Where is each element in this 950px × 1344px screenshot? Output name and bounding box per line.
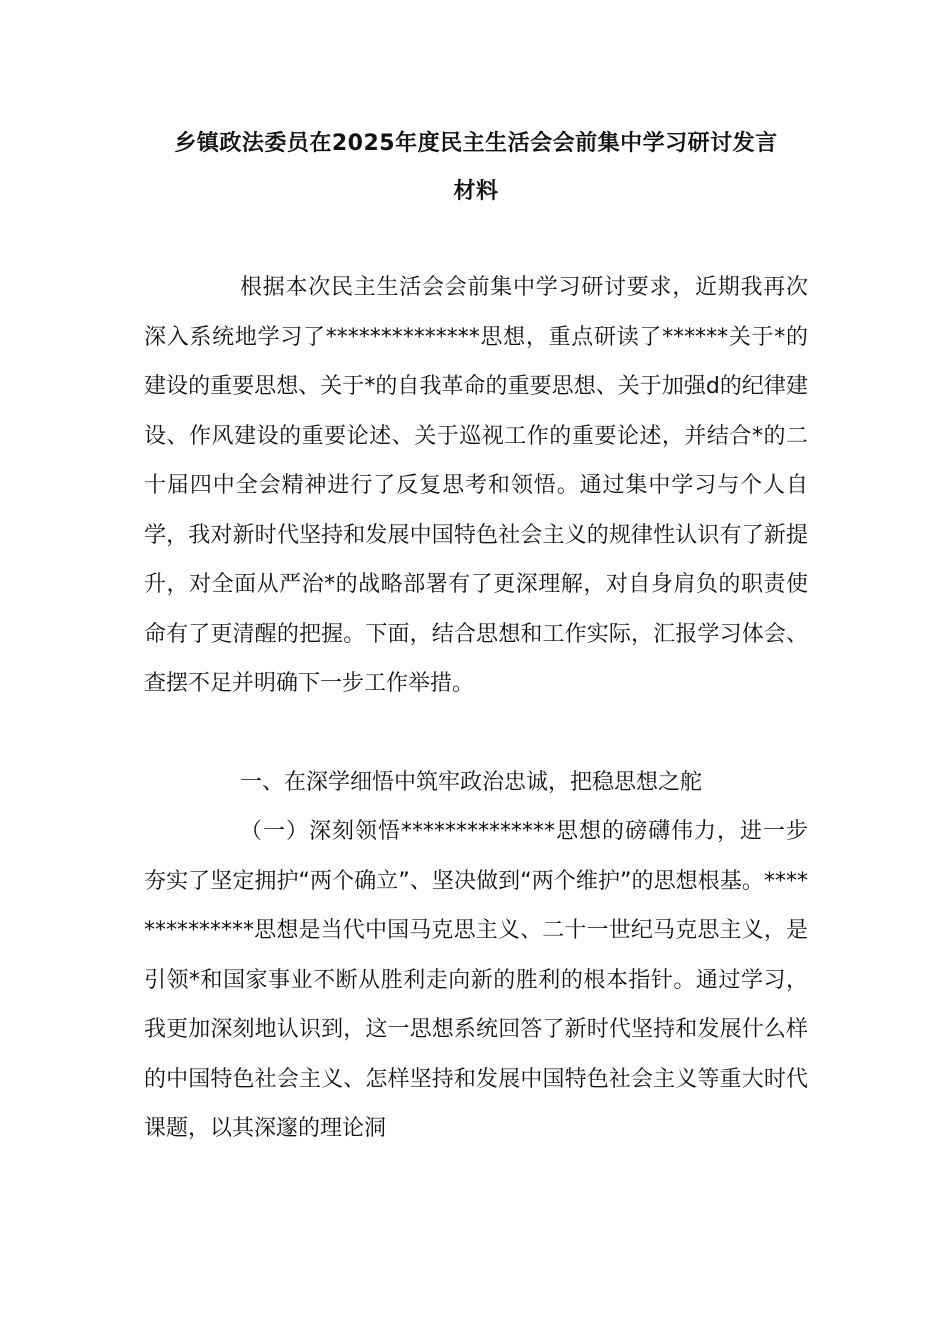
document-page [144,120,808,1154]
document-title [144,120,808,216]
document-title-line-2: 材料 [453,179,499,204]
section-1-subsection-1: （一）深刻领悟**************思想的磅礴伟力，进一步夯实了坚定拥护“两个确立”、坚决做到“两个维护”的思想根基。**************思想是当代中国马克思主义、二十一世纪马克思主义，是引领*和国家事业不断从胜利走向新的胜利的根本指针。通过学习，我更加深刻地认识到，这一思想系统回答了新时代坚持和发展什么样的中国特色社会主义、怎样坚持和发展中国特色社会主义等重大时代课题，以其深邃的理论洞 [144,819,808,1141]
section-heading-1: 一、在深学细悟中筑牢政治忠诚，把稳思想之舵 [240,769,703,795]
document-title-line-1: 乡镇政法委员在2025年度民主生活会会前集中学习研讨发言 [174,131,778,156]
intro-paragraph: 根据本次民主生活会会前集中学习研讨要求，近期我再次深入系统地学习了**************思想，重点研读了******关于*的建设的重要思想、关于*的自我革命的重要思想、关于加强d的纪律建设、作风建设的重要论述、关于巡视工作的重要论述，并结合*的二十届四中全会精神进行了反复思考和领悟。通过集中学习与个人自学，我对新时代坚持和发展中国特色社会主义的规律性认识有了新提升，对全面从严治*的战略部署有了更深理解，对自身肩负的职责使命有了更清醒的把握。下面，结合思想和工作实际，汇报学习体会、查摆不足并明确下一步工作举措。 [144,275,808,696]
